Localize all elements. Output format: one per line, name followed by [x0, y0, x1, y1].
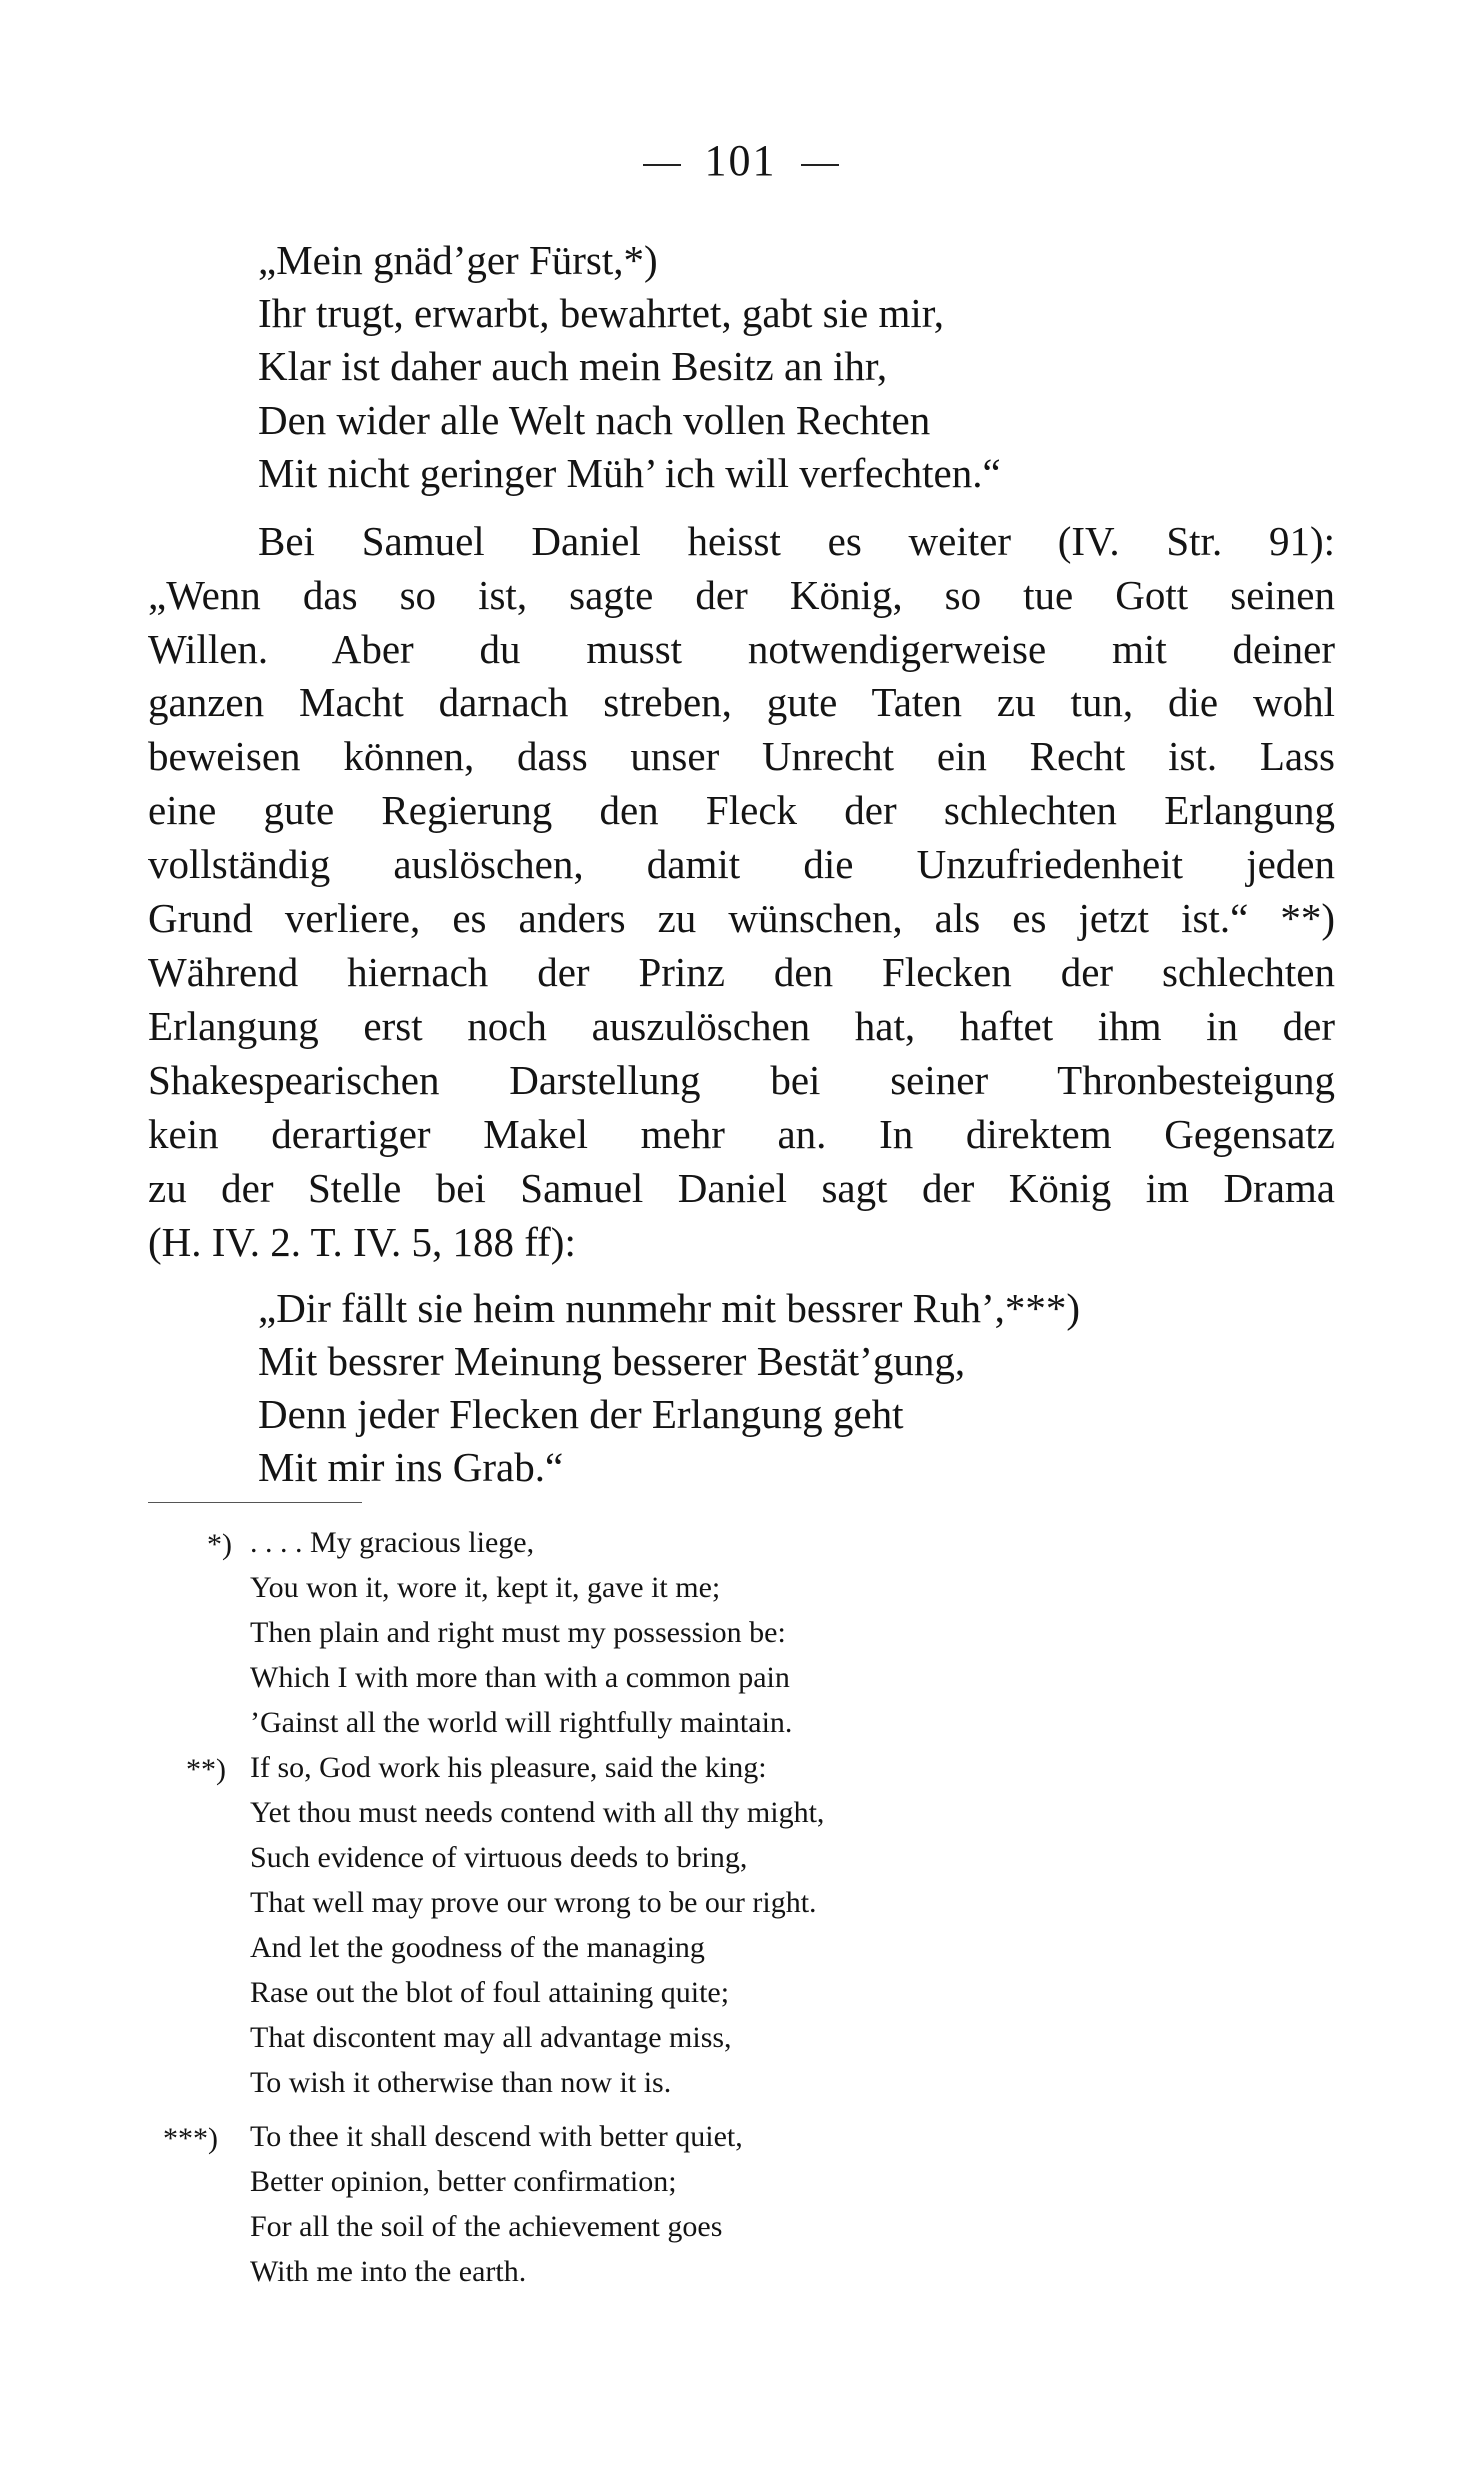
footnote-line: And let the goodness of the managing [250, 1931, 705, 1964]
paragraph-line: Erlangung erst noch auszulöschen hat, haftet ihm in der [148, 1003, 1335, 1049]
footnote-line: Rase out the blot of foul attaining quite; [250, 1976, 730, 2009]
paragraph-line: „Wenn das so ist, sagte der König, so tue Gott seinen [148, 572, 1335, 618]
footnote-line: For all the soil of the achievement goes [250, 2210, 723, 2243]
paragraph-line: Willen. Aber du musst notwendigerweise mit deiner [148, 626, 1335, 672]
footnote-mark: ***) [163, 2122, 218, 2155]
paragraph-line: Shakespearischen Darstellung bei seiner Thronbesteigung [148, 1057, 1335, 1103]
paragraph-line: eine gute Regierung den Fleck der schlechten Erlangung [148, 787, 1335, 833]
footnote-line: . . . . My gracious liege, [250, 1526, 535, 1559]
footnote-divider [148, 1502, 362, 1503]
paragraph-line: zu der Stelle bei Samuel Daniel sagt der König im Drama [148, 1165, 1335, 1211]
verse-line: Mit bessrer Meinung besserer Bestät’gung, [258, 1338, 966, 1384]
paragraph-line: Grund verliere, es anders zu wünschen, als es jetzt ist.“ **) [148, 895, 1335, 941]
paragraph-line: vollständig auslöschen, damit die Unzufriedenheit jeden [148, 841, 1335, 887]
footnote-line: Better opinion, better confirmation; [250, 2165, 677, 2198]
page-number [0, 135, 1481, 186]
footnote-line: Such evidence of virtuous deeds to bring, [250, 1841, 748, 1874]
footnote-line: Yet thou must needs contend with all thy might, [250, 1796, 825, 1829]
verse-line: Den wider alle Welt nach vollen Rechten [258, 397, 931, 443]
footnote-line: That well may prove our wrong to be our right. [250, 1886, 817, 1919]
footnote-line: Then plain and right must my possession be: [250, 1616, 786, 1649]
verse-line: Denn jeder Flecken der Erlangung geht [258, 1391, 904, 1437]
paragraph-line: kein derartiger Makel mehr an. In direktem Gegensatz [148, 1111, 1335, 1157]
paragraph-line: beweisen können, dass unser Unrecht ein Recht ist. Lass [148, 733, 1335, 779]
page-number-value: 101 [704, 136, 777, 185]
verse-line: Mit nicht geringer Müh’ ich will verfechten.“ [258, 450, 1001, 496]
footnote-line: If so, God work his pleasure, said the king: [250, 1751, 767, 1784]
footnote-line: ’Gainst all the world will rightfully maintain. [250, 1706, 793, 1739]
verse-line: Mit mir ins Grab.“ [258, 1444, 564, 1490]
verse-line: „Dir fällt sie heim nunmehr mit bessrer Ruh’,***) [258, 1285, 1081, 1331]
paragraph-line: Bei Samuel Daniel heisst es weiter (IV. Str. 91): [258, 518, 1335, 564]
page-number-dash-left [643, 164, 681, 166]
verse-line: Ihr trugt, erwarbt, bewahrtet, gabt sie mir, [258, 290, 945, 336]
footnote-mark: *) [207, 1528, 232, 1561]
page-number-dash-right [801, 164, 839, 166]
verse-line: „Mein gnäd’ger Fürst,*) [258, 237, 658, 283]
footnote-line: With me into the earth. [250, 2255, 527, 2288]
footnote-line: To wish it otherwise than now it is. [250, 2066, 672, 2099]
footnote-mark: **) [186, 1753, 226, 1786]
paragraph-line: (H. IV. 2. T. IV. 5, 188 ff): [148, 1219, 576, 1265]
footnote-line: You won it, wore it, kept it, gave it me; [250, 1571, 721, 1604]
verse-line: Klar ist daher auch mein Besitz an ihr, [258, 343, 888, 389]
footnote-line: Which I with more than with a common pain [250, 1661, 790, 1694]
footnote-line: To thee it shall descend with better quiet, [250, 2120, 743, 2153]
paragraph-line: Während hiernach der Prinz den Flecken der schlechten [148, 949, 1335, 995]
footnote-line: That discontent may all advantage miss, [250, 2021, 732, 2054]
paragraph-line: ganzen Macht darnach streben, gute Taten zu tun, die wohl [148, 679, 1335, 725]
